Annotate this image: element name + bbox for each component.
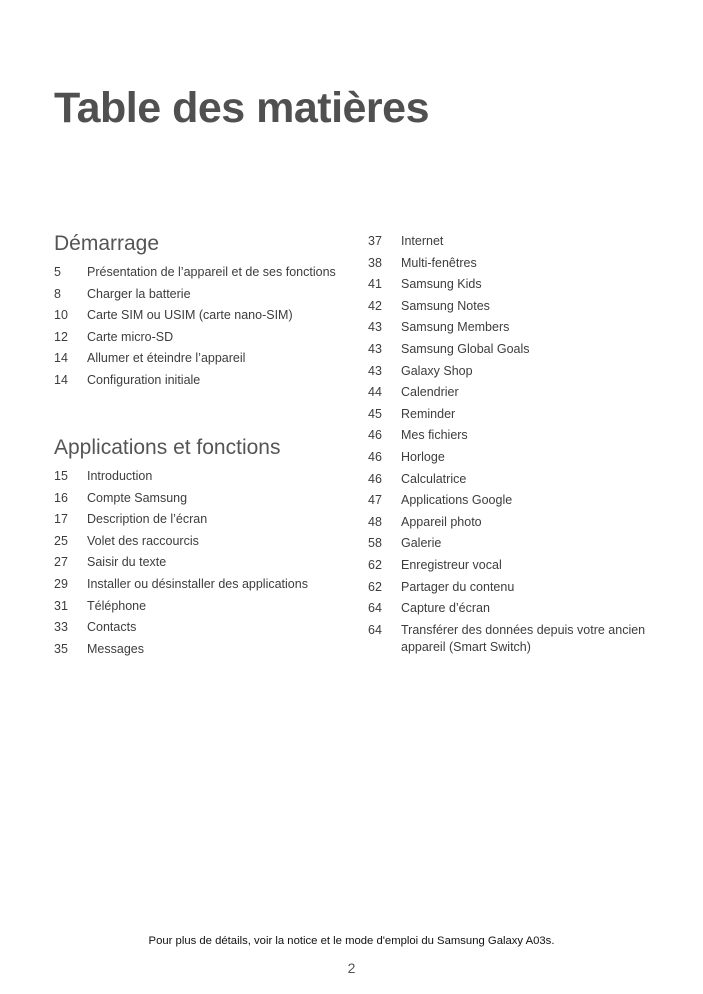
section-heading-applications: Applications et fonctions xyxy=(54,436,281,459)
toc-page-number: 43 xyxy=(368,320,382,335)
toc-page-number: 33 xyxy=(54,620,68,635)
toc-page-number: 47 xyxy=(368,493,382,508)
toc-entry-label: Internet xyxy=(401,234,444,248)
toc-entry[interactable] xyxy=(368,296,658,318)
toc-entry[interactable] xyxy=(54,348,344,370)
toc-entry[interactable] xyxy=(368,533,658,555)
toc-entry-label: Calendrier xyxy=(401,385,459,400)
toc-entry-label: Enregistreur vocal xyxy=(401,557,502,572)
toc-entry[interactable] xyxy=(368,361,658,383)
toc-page-number: 44 xyxy=(368,385,382,400)
toc-page-number: 35 xyxy=(54,641,68,656)
toc-entry[interactable] xyxy=(368,339,658,361)
toc-entry[interactable] xyxy=(54,574,344,596)
toc-entry-label: Multi-fenêtres xyxy=(401,255,477,270)
toc-entry[interactable] xyxy=(54,531,344,553)
toc-entry-label: Carte micro-SD xyxy=(87,329,174,344)
toc-page-number: 5 xyxy=(54,265,61,279)
toc-entry-label: Galaxy Shop xyxy=(401,363,473,378)
toc-page-number: 46 xyxy=(368,449,382,464)
toc-page-number: 62 xyxy=(368,579,382,594)
toc-page-number: 37 xyxy=(368,234,382,248)
toc-page-number: 41 xyxy=(368,277,382,292)
toc-page-number: 38 xyxy=(368,255,382,270)
toc-entry-label: Carte SIM ou USIM (carte nano-SIM) xyxy=(87,308,293,323)
toc-entry[interactable] xyxy=(368,274,658,296)
toc-page-number: 12 xyxy=(54,329,68,344)
toc-entry[interactable] xyxy=(368,382,658,404)
toc-page-number: 43 xyxy=(368,363,382,378)
toc-entry-label: Capture d’écran xyxy=(401,601,490,616)
toc-list-demarrage xyxy=(54,262,344,392)
toc-entry[interactable] xyxy=(54,617,344,639)
toc-entry[interactable] xyxy=(368,253,658,275)
toc-entry[interactable] xyxy=(368,317,658,339)
toc-page-number: 14 xyxy=(54,372,68,387)
toc-entry-label: Galerie xyxy=(401,536,442,551)
toc-page-number: 29 xyxy=(54,576,68,591)
toc-entry-label: Téléphone xyxy=(87,598,147,613)
toc-entry-label: Mes fichiers xyxy=(401,428,468,443)
toc-entry[interactable] xyxy=(368,404,658,426)
toc-entry[interactable] xyxy=(368,555,658,577)
toc-entry-label: Charger la batterie xyxy=(87,286,191,301)
section-heading-demarrage: Démarrage xyxy=(54,232,160,255)
toc-entry-label: Présentation de l’appareil et de ses fonctions xyxy=(87,265,336,279)
toc-entry[interactable] xyxy=(368,425,658,447)
toc-entry[interactable] xyxy=(368,620,658,656)
toc-page-number: 45 xyxy=(368,406,382,421)
toc-entry-label: Saisir du texte xyxy=(87,555,167,570)
toc-entry[interactable] xyxy=(54,596,344,618)
toc-entry-label: Calculatrice xyxy=(401,471,467,486)
toc-entry[interactable] xyxy=(54,466,344,488)
toc-entry[interactable] xyxy=(368,598,658,620)
toc-page-number: 16 xyxy=(54,490,68,505)
toc-entry[interactable] xyxy=(54,488,344,510)
toc-entry-label: Partager du contenu xyxy=(401,579,515,594)
toc-entry[interactable] xyxy=(368,490,658,512)
toc-page-number: 62 xyxy=(368,557,382,572)
toc-entry-label: Samsung Kids xyxy=(401,277,482,292)
toc-page-number: 10 xyxy=(54,308,68,323)
toc-page-number: 31 xyxy=(54,598,68,613)
toc-entry-label: Introduction xyxy=(87,469,153,483)
toc-entry-label: Appareil photo xyxy=(401,514,482,529)
toc-entry-label: Description de l’écran xyxy=(87,512,208,527)
toc-page-number: 8 xyxy=(54,286,61,301)
toc-entry-label: Reminder xyxy=(401,406,456,421)
toc-entry[interactable] xyxy=(368,447,658,469)
toc-page-number: 42 xyxy=(368,298,382,313)
toc-page-number: 17 xyxy=(54,512,68,527)
toc-entry[interactable] xyxy=(54,509,344,531)
toc-list-applications xyxy=(54,466,344,660)
toc-entry[interactable] xyxy=(368,512,658,534)
toc-entry[interactable] xyxy=(54,327,344,349)
toc-entry[interactable] xyxy=(54,370,344,392)
toc-entry[interactable] xyxy=(368,231,658,253)
toc-entry-label: Allumer et éteindre l’appareil xyxy=(87,351,246,366)
footer-note: Pour plus de détails, voir la notice et le mode d'emploi du Samsung Galaxy A03s. xyxy=(148,935,555,947)
toc-page-number: 43 xyxy=(368,341,382,356)
toc-entry-label: Samsung Global Goals xyxy=(401,341,530,356)
toc-entry[interactable] xyxy=(54,305,344,327)
toc-entry[interactable] xyxy=(54,262,344,284)
page-title: Table des matières xyxy=(54,84,429,132)
toc-page-number: 64 xyxy=(368,601,382,616)
toc-entry-label: Applications Google xyxy=(401,493,513,508)
toc-entry-label: Configuration initiale xyxy=(87,372,201,387)
toc-entry[interactable] xyxy=(368,577,658,599)
toc-page-number: 25 xyxy=(54,533,68,548)
toc-page-number: 48 xyxy=(368,514,382,529)
page-number: 2 xyxy=(347,960,356,976)
toc-entry-label: Horloge xyxy=(401,449,445,464)
toc-entry-label: Compte Samsung xyxy=(87,490,188,505)
toc-entry[interactable] xyxy=(368,469,658,491)
toc-page-number: 27 xyxy=(54,555,68,570)
toc-page-number: 64 xyxy=(368,622,382,637)
toc-entry-label: Volet des raccourcis xyxy=(87,533,199,548)
toc-page-number: 46 xyxy=(368,428,382,443)
toc-entry[interactable] xyxy=(54,639,344,661)
toc-entry[interactable] xyxy=(54,552,344,574)
toc-list-right-column xyxy=(368,231,658,656)
toc-entry-label: Installer ou désinstaller des applications xyxy=(87,576,308,591)
toc-entry-label: Messages xyxy=(87,641,144,656)
toc-page-number: 14 xyxy=(54,351,68,366)
toc-entry[interactable] xyxy=(54,284,344,306)
toc-entry-label: Samsung Members xyxy=(401,320,510,335)
toc-entry-label: Samsung Notes xyxy=(401,298,490,313)
toc-page-number: 58 xyxy=(368,536,382,551)
toc-page-number: 46 xyxy=(368,471,382,486)
toc-page-number: 15 xyxy=(54,469,68,483)
toc-entry-label: Transférer des données depuis votre ancien appareil (Smart Switch) xyxy=(401,622,646,654)
toc-entry-label: Contacts xyxy=(87,620,137,635)
